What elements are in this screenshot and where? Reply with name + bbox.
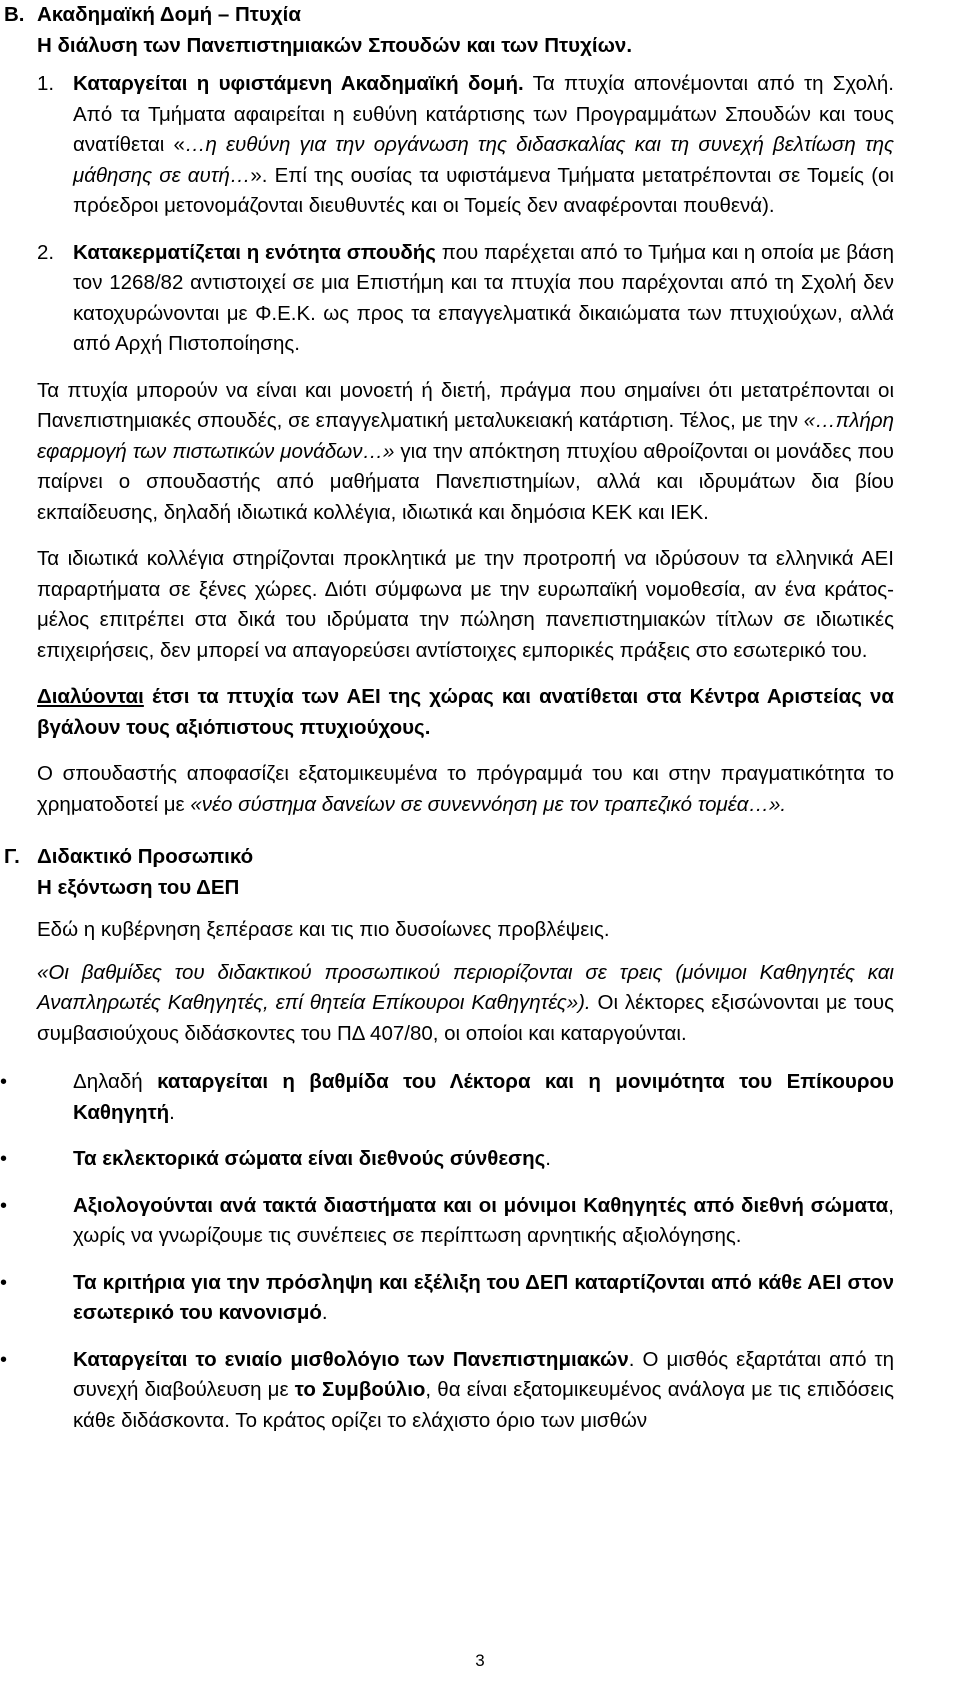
section-g-heading bbox=[4, 842, 894, 903]
item1-text-end: ». Επί της ουσίας τα υφιστάμενα Τμήματα μετατρέπονται σε Τομείς (οι πρόεδροι μετονομάζονται διευθυντές και οι Τομείς δεν αναφέρονται πουθενά). bbox=[73, 163, 894, 217]
paragraph-dissolution: Διαλύονται έτσι τα πτυχία των ΑΕΙ της χώρας και ανατίθεται στα Κέντρα Αριστείας να βγάλουν τους αξιόπιστους πτυχιούχους. bbox=[37, 685, 894, 739]
item2-text: που παρέχεται από το Τμήμα και η οποία με βάση τον 1268/82 αντιστοιχεί σε μια Επιστήμη και τα πτυχία που παρέχονται από τη Σχολή δεν κατοχυρώνονται με Φ.Ε.Κ. ως προς τα επαγγελματικά δικαιώματα των πτυχιούχων, αλλά από Αρχή Πιστοποίησης. bbox=[73, 240, 894, 355]
section-b-heading bbox=[4, 0, 894, 61]
section-b-title: Ακαδημαϊκή Δομή – Πτυχία bbox=[37, 3, 301, 26]
paragraph-government: Εδώ η κυβέρνηση ξεπέρασε και τις πιο δυσοίωνες προβλέψεις. bbox=[37, 918, 610, 941]
page-number: 3 bbox=[475, 1651, 485, 1670]
bullet-symbol: • bbox=[0, 1348, 8, 1371]
section-g-title: Διδακτικό Προσωπικό bbox=[37, 845, 254, 868]
numbered-item-1 bbox=[37, 69, 894, 222]
paragraph-ranks: «Οι βαθμίδες του διδακτικού προσωπικού περιορίζονται σε τρεις (μόνιμοι Καθηγητές και Αναπληρωτές Καθηγητές, επί θητεία Επίκουροι Καθηγητές»). Οι λέκτορες εξισώνονται με τους συμβασιούχους διδάσκοντες του ΠΔ 407/80, οι οποίοι και καταργούνται. bbox=[37, 960, 895, 1045]
bullet-symbol: • bbox=[0, 1148, 8, 1170]
section-g-letter: Γ. bbox=[4, 845, 20, 868]
section-b-letter: Β. bbox=[4, 3, 25, 26]
quote-loans: «νέο σύστημα δανείων σε συνεννόηση με τον τραπεζικό τομέα…». bbox=[190, 792, 787, 816]
paragraph-degrees: Τα πτυχία μπορούν να είναι και μονοετή ή διετή, πράγμα που σημαίνει ότι μετατρέπονται οι Πανεπιστημιακές σπουδές, σε επαγγελματική μεταλυκειακή κατάρτιση. Τέλος, με την «…πλήρη εφαρμογή των πιστωτικών μονάδων…» για την απόκτηση πτυχίου αθροίζονται οι μονάδες που παίρνει ο σπουδαστής από μαθήματα Πανεπιστημίων, αλλά και ιδρυμάτων δια βίου εκπαίδευσης, δηλαδή ιδιωτικά κολλέγια, ιδιωτικά και δημόσια ΚΕΚ και ΙΕΚ. bbox=[37, 378, 894, 524]
quote-ranks: «Οι βαθμίδες του διδακτικού προσωπικού περιορίζονται σε τρεις (μόνιμοι Καθηγητές και Αναπληρωτές Καθηγητές, επί θητεία Επίκουροι Καθηγητές»). bbox=[37, 960, 894, 1014]
bullet-item-2: • Τα εκλεκτορικά σώματα είναι διεθνούς σύνθεσης. bbox=[37, 1144, 894, 1175]
item-number: 1. bbox=[37, 72, 55, 95]
bullet-item-5: • Καταργείται το ενιαίο μισθολόγιο των Πανεπιστημιακών. Ο μισθός εξαρτάται από τη συνεχή διαβούλευση με το Συμβούλιο, θα είναι εξατομικευμένος ανάλογα με τις επιδόσεις κάθε διδάσκοντα. Το κράτος ορίζει το ελάχιστο όριο των μισθών bbox=[37, 1345, 894, 1437]
paragraph-colleges: Τα ιδιωτικά κολλέγια στηρίζονται προκλητικά με την προτροπή να ιδρύσουν τα ελληνικά ΑΕΙ παραρτήματα σε ξένες χώρες. Διότι σύμφωνα με την ευρωπαϊκή νομοθεσία, αν ένα κράτος-μέλος επιτρέπει στα δικά του ιδρύματα την πώληση πανεπιστημιακών τίτλων σε ιδιωτικές επιχειρήσεις, δεν μπορεί να απαγορεύσει αντίστοιχες εμπορικές πράξεις στο εσωτερικό του. bbox=[37, 547, 894, 662]
item-number: 2. bbox=[37, 240, 55, 264]
quote-credits: «…πλήρη εφαρμογή των πιστωτικών μονάδων…» bbox=[37, 409, 894, 463]
section-b-subtitle: Η διάλυση των Πανεπιστημιακών Σπουδών και των Πτυχίων. bbox=[37, 33, 633, 57]
item1-text: Τα πτυχία απονέμονται από τη Σχολή. Από τα Τμήματα αφαιρείται η ευθύνη κατάρτισης των Προγραμμάτων Σπουδών και τους ανατίθεται « bbox=[73, 72, 894, 156]
bullet-symbol: • bbox=[0, 1194, 8, 1217]
section-g-subtitle: Η εξόντωση του ΔΕΠ bbox=[37, 875, 240, 899]
bullet-item-4: • Τα κριτήρια για την πρόσληψη και εξέλιξη του ΔΕΠ καταρτίζονται από κάθε ΑΕΙ στον εσωτερικό του κανονισμό. bbox=[37, 1268, 894, 1329]
item1-quote: …η ευθύνη για την οργάνωση της διδασκαλίας και τη συνεχή βελτίωση της μάθησης σε αυτή… bbox=[73, 133, 894, 187]
bullet-item-3: • Αξιολογούνται ανά τακτά διαστήματα και οι μόνιμοι Καθηγητές από διεθνή σώματα, χωρίς να γνωρίζουμε τις συνέπειες σε περίπτωση αρνητικής αξιολόγησης. bbox=[37, 1191, 894, 1252]
numbered-item-2 bbox=[37, 238, 894, 360]
underlined-word: Διαλύονται bbox=[37, 685, 144, 708]
bullet-symbol: • bbox=[0, 1271, 8, 1294]
bullet-item-1: • Δηλαδή καταργείται η βαθμίδα του Λέκτορα και η μονιμότητα του Επίκουρου Καθηγητή. bbox=[37, 1067, 894, 1128]
bullet-symbol: • bbox=[0, 1071, 8, 1093]
paragraph-student-loans: Ο σπουδαστής αποφασίζει εξατομικευμένα το πρόγραμμά του και στην πραγματικότητα το χρηματοδοτεί με «νέο σύστημα δανείων σε συνεννόηση με τον τραπεζικό τομέα…». bbox=[37, 762, 894, 816]
item1-bold: Καταργείται η υφιστάμενη Ακαδημαϊκή δομή. bbox=[73, 72, 524, 95]
item2-bold: Κατακερματίζεται η ενότητα σπουδής bbox=[73, 240, 436, 264]
